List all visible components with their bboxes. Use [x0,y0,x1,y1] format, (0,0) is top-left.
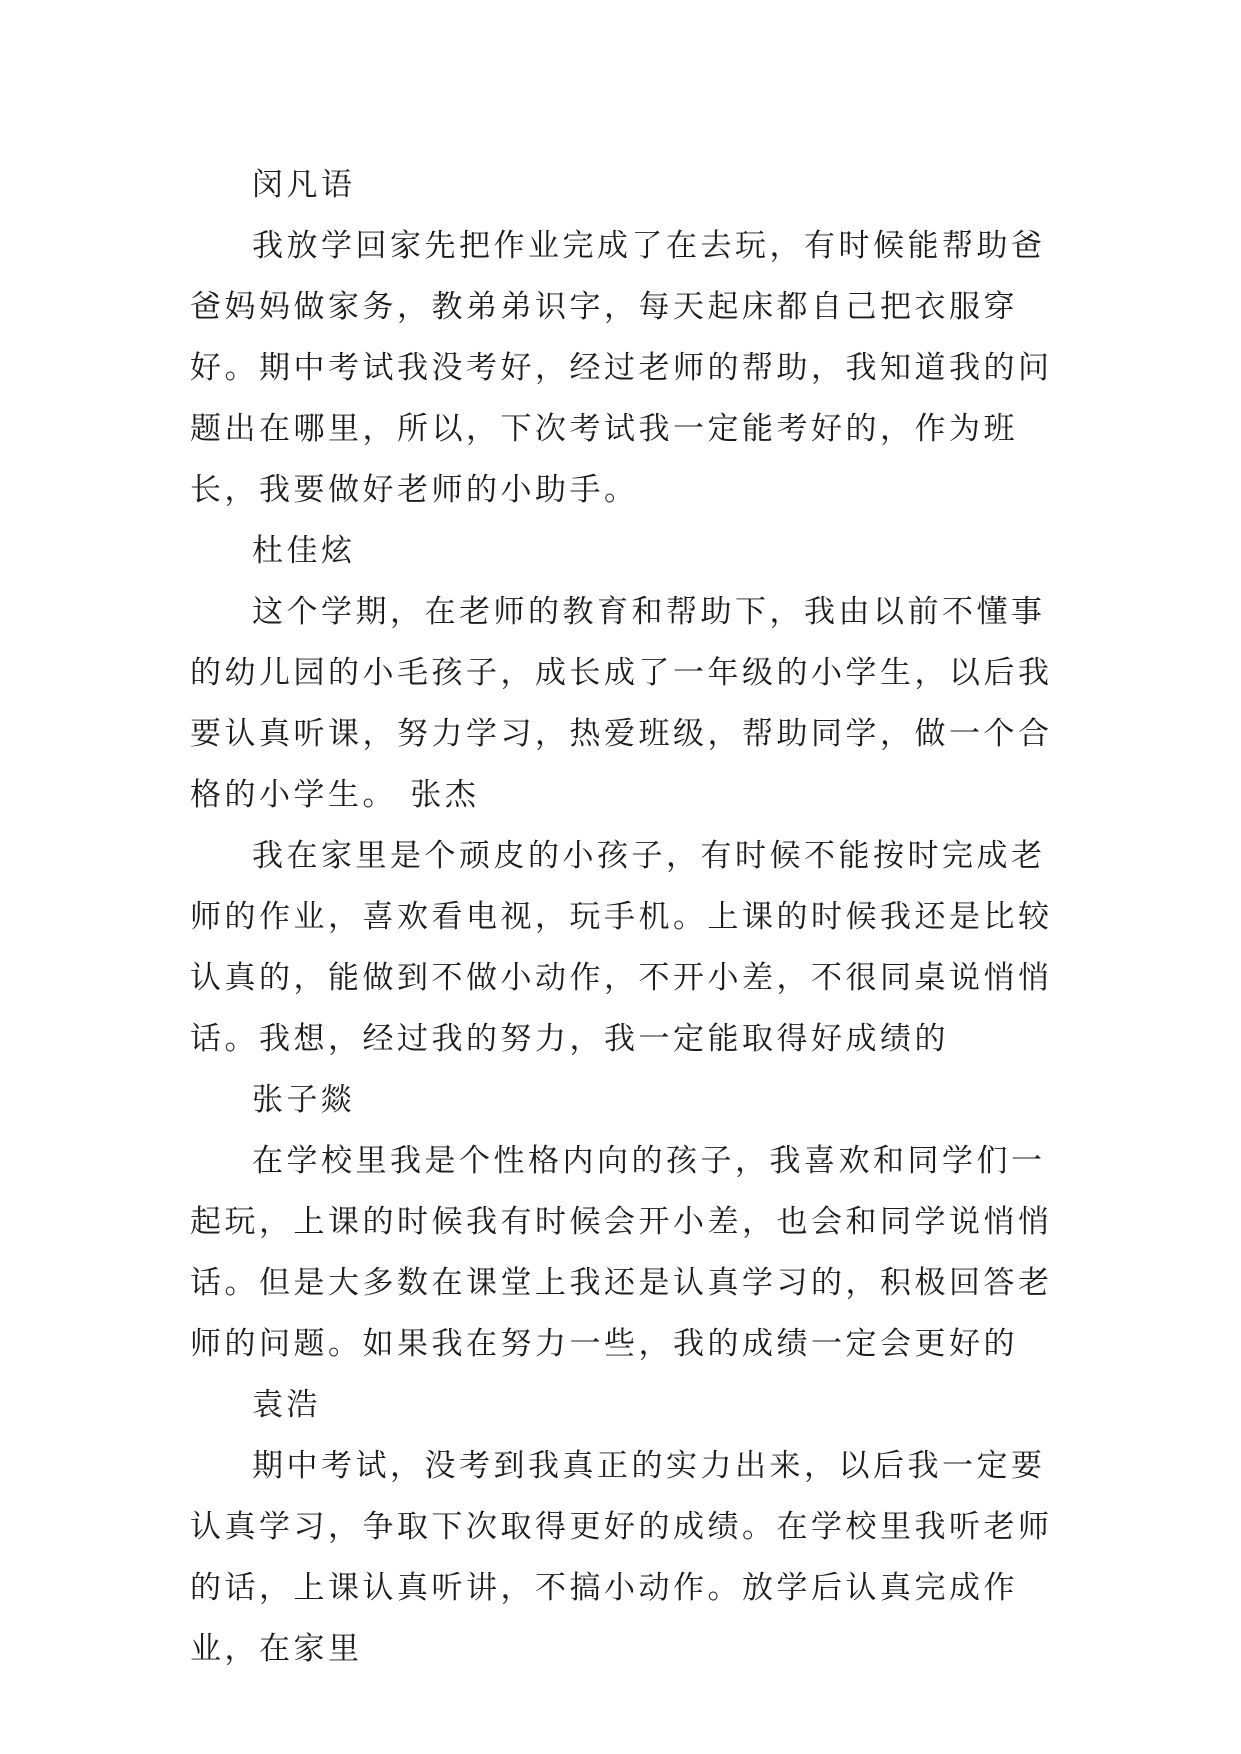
student-name-paragraph: 袁浩 [252,1387,321,1423]
student-name-paragraph: 张子燚 [252,1082,356,1118]
student-name-paragraph: 闵凡语 [252,167,356,203]
student-name-paragraph: 杜佳炫 [252,533,356,569]
statement-paragraph: 我在家里是个顽皮的小孩子，有时候不能按时完成老师的作业，喜欢看电视，玩手机。上课的时候我还是比较认真的，能做到不做小动作，不开小差，不很同桌说悄悄话。我想，经过我的努力，我一定能取得好成绩的 [190,838,1053,1057]
statement-paragraph: 我放学回家先把作业完成了在去玩，有时候能帮助爸爸妈妈做家务，教弟弟识字，每天起床都自己把衣服穿好。期中考试我没考好，经过老师的帮助，我知道我的问题出在哪里，所以，下次考试我一定能考好的，作为班长，我要做好老师的小助手。 [190,228,1053,508]
document-body [190,155,1070,1680]
statement-paragraph: 期中考试，没考到我真正的实力出来，以后我一定要认真学习，争取下次取得更好的成绩。在学校里我听老师的话，上课认真听讲，不搞小动作。放学后认真完成作业，在家里 [190,1448,1053,1667]
statement-paragraph: 在学校里我是个性格内向的孩子，我喜欢和同学们一起玩，上课的时候我有时候会开小差，也会和同学说悄悄话。但是大多数在课堂上我还是认真学习的，积极回答老师的问题。如果我在努力一些，我的成绩一定会更好的 [190,1143,1053,1362]
statement-paragraph: 这个学期，在老师的教育和帮助下，我由以前不懂事的幼儿园的小毛孩子，成长成了一年级的小学生，以后我要认真听课，努力学习，热爱班级，帮助同学，做一个合格的小学生。 张杰 [190,594,1053,813]
